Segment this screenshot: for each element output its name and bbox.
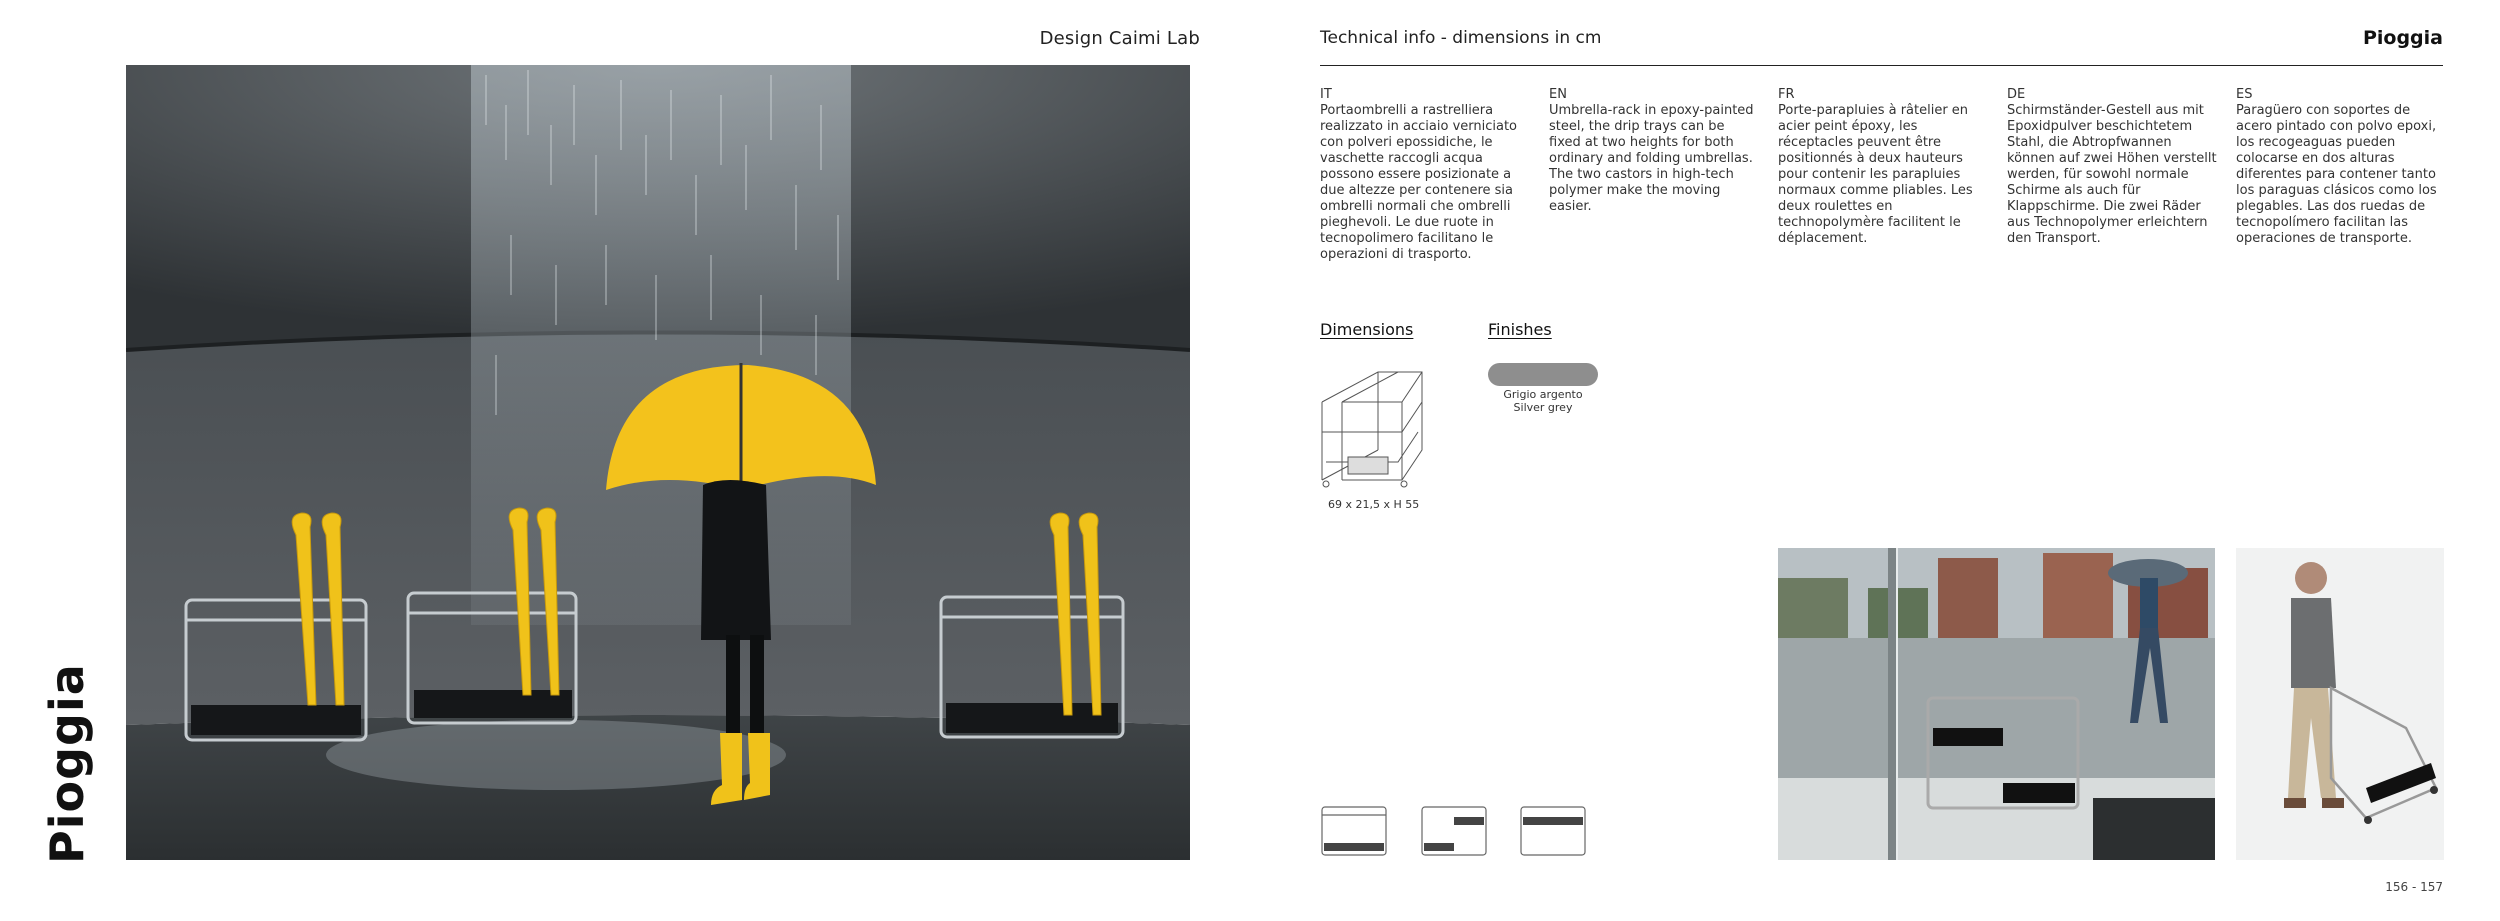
language-code: FR: [1778, 87, 1795, 102]
language-code: EN: [1549, 87, 1567, 102]
description-text: Portaombrelli a rastrelliera realizzato in acciaio verniciato con polveri epossidiche, le vaschette raccogli acqua possono essere posizionate a due altezze per contenere sia ombrelli normali che ombrelli pieghevoli. Le due ruote in tecnopolimero facilitano le operazioni di trasporto.: [1320, 103, 1517, 262]
description-fr: [1778, 87, 1988, 247]
page-numbers: 156 - 157: [2385, 880, 2443, 894]
brand-credit: Design Caimi Lab: [1039, 28, 1200, 49]
dimensions-value: 69 x 21,5 x H 55: [1328, 498, 1420, 511]
finish-name: [1488, 388, 1598, 414]
finish-name-en: Silver grey: [1513, 401, 1573, 414]
config-thumb-1-icon: [1320, 805, 1388, 859]
config-thumb-2-icon: [1420, 805, 1488, 859]
vertical-product-title: Pioggia: [40, 663, 94, 864]
description-en: [1549, 87, 1759, 215]
config-thumb-3-icon: [1519, 805, 1587, 859]
description-text: Umbrella-rack in epoxy-painted steel, the drip trays can be fixed at two heights for both ordinary and folding umbrellas. The two castors in high-tech polymer make the moving easier.: [1549, 103, 1754, 214]
header-divider: [1320, 65, 2443, 66]
description-text: Schirmständer-Gestell aus mit Epoxidpulver beschichtetem Stahl, die Abtropfwannen können auf zwei Höhen verstellt werden, für sowohl normale Schirme als auch für Klappschirme. Die zwei Räder aus Technopolymer erleichtern den Transport.: [2007, 103, 2217, 246]
entrance-photo: [1778, 548, 2215, 860]
description-text: Porte-parapluies à râtelier en acier peint époxy, les réceptacles peuvent être positionnés à deux hauteurs pour contenir les parapluies normaux comme pliables. Les deux roulettes en technopolymère facilitent le déplacement.: [1778, 103, 1973, 246]
finish-swatch-silver-grey: [1488, 363, 1598, 386]
technical-info-heading: Technical info - dimensions in cm: [1320, 28, 1602, 48]
finish-name-it: Grigio argento: [1503, 388, 1583, 401]
hero-photo: [126, 65, 1190, 860]
product-title: Pioggia: [2362, 27, 2443, 49]
description-text: Paragüero con soportes de acero pintado con polvo epoxi, los recogeaguas pueden colocarse en dos alturas diferentes para contener tanto los paraguas clásicos como los plegables. Las dos ruedas de tecnopolímero facilitan las operaciones de transporte.: [2236, 103, 2437, 246]
dimensions-label: Dimensions: [1320, 320, 1414, 339]
language-code: DE: [2007, 87, 2026, 102]
man-with-rack-photo: [2236, 548, 2444, 860]
description-es: [2236, 87, 2446, 247]
rack-diagram-icon: [1318, 362, 1426, 490]
finishes-label: Finishes: [1488, 320, 1552, 339]
language-code: ES: [2236, 87, 2253, 102]
language-code: IT: [1320, 87, 1332, 102]
description-de: [2007, 87, 2217, 247]
description-it: [1320, 87, 1530, 263]
